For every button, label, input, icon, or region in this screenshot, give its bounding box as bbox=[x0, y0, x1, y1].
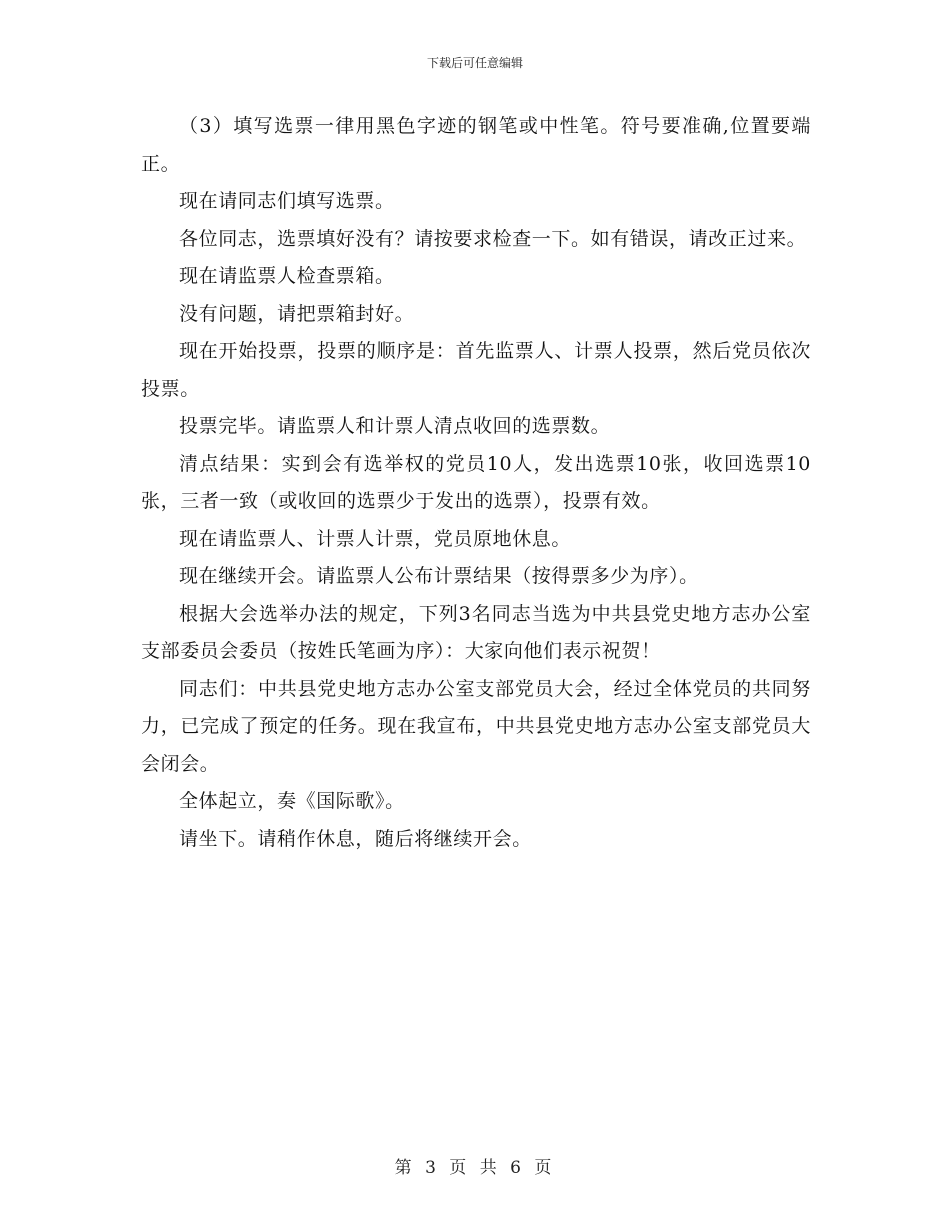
paragraph: 投票完毕。请监票人和计票人清点收回的选票数。 bbox=[179, 415, 611, 437]
paragraph: （3）填写选票一律用黑色字迹的钢笔或中性笔。符号要准确,位置要端正。 bbox=[141, 115, 811, 175]
document-body bbox=[141, 108, 811, 858]
paragraph: 现在请同志们填写选票。 bbox=[179, 190, 395, 212]
page-number: 第 3 页 共 6 页 bbox=[394, 1158, 556, 1178]
paragraph: 现在开始投票，投票的顺序是：首先监票人、计票人投票，然后党员依次投票。 bbox=[141, 340, 811, 400]
paragraph: 现在请监票人、计票人计票，党员原地休息。 bbox=[179, 527, 572, 550]
paragraph: 同志们：中共县党史地方志办公室支部党员大会，经过全体党员的共同努力，已完成了预定的任务。现在我宣布，中共县党史地方志办公室支部党员大会闭会。 bbox=[141, 677, 811, 775]
paragraph: 根据大会选举办法的规定，下列3名同志当选为中共县党史地方志办公室支部委员会委员（按姓氏笔画为序）：大家向他们表示祝贺！ bbox=[141, 602, 811, 662]
paragraph: 没有问题，请把票箱封好。 bbox=[179, 302, 415, 325]
paragraph: 全体起立，奏《国际歌》。 bbox=[179, 790, 405, 812]
paragraph: 清点结果：实到会有选举权的党员10人，发出选票10张，收回选票10张，三者一致（或收回的选票少于发出的选票），投票有效。 bbox=[141, 452, 811, 512]
paragraph: 各位同志，选票填好没有？请按要求检查一下。如有错误，请改正过来。 bbox=[179, 227, 807, 250]
paragraph: 现在继续开会。请监票人公布计票结果（按得票多少为序）。 bbox=[179, 565, 699, 587]
paragraph: 现在请监票人检查票箱。 bbox=[179, 265, 395, 287]
page-header-note: 下载后可任意编辑 bbox=[426, 56, 523, 70]
paragraph: 请坐下。请稍作休息，随后将继续开会。 bbox=[179, 827, 532, 850]
